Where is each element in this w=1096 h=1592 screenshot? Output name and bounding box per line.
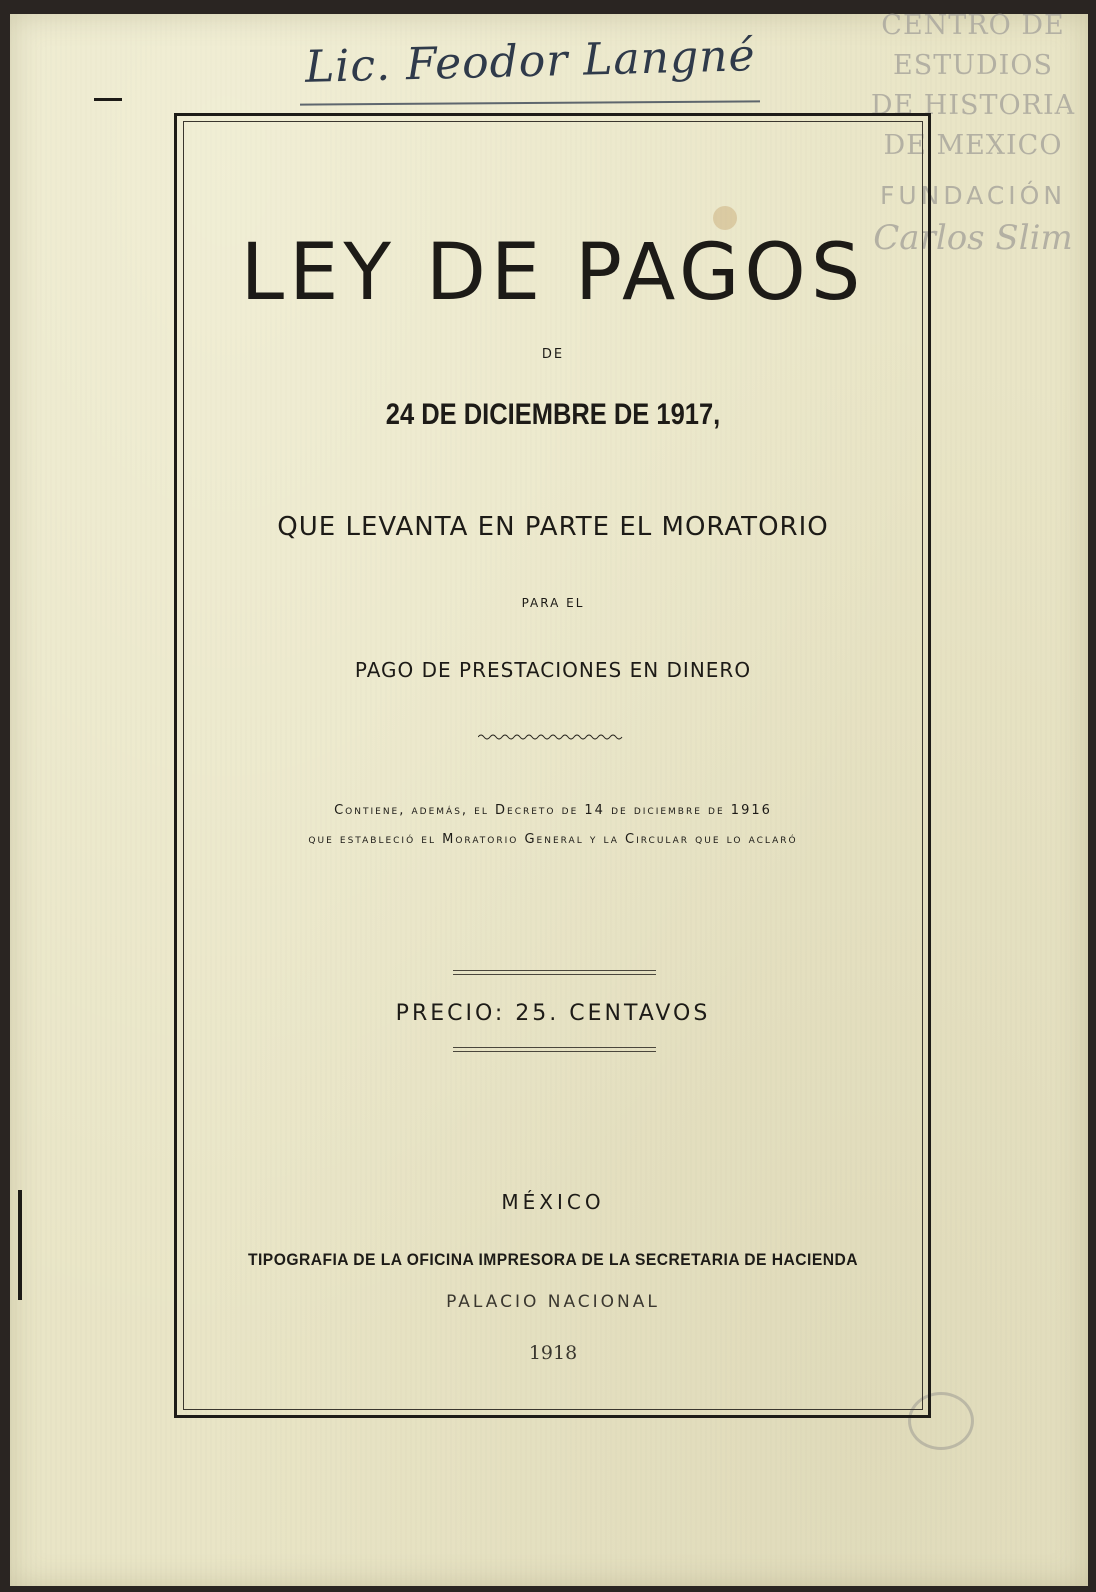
- price-label: PRECIO: 25. CENTAVOS: [395, 1001, 711, 1026]
- contents-note-line-2: que estableció el Moratorio General y la Circular que lo aclaró: [308, 832, 798, 847]
- contents-note-line-1: Contiene, además, el Decreto de 14 de diciembre de 1916: [334, 803, 772, 818]
- stamp-line-4: DE MEXICO: [883, 130, 1063, 161]
- binding-mark: [18, 1190, 22, 1300]
- stamp-foundation: FUNDACIÓN: [879, 181, 1067, 210]
- publication-year: 1918: [528, 1342, 578, 1364]
- publication-city: MÉXICO: [501, 1190, 605, 1214]
- subtitle-pago: PAGO DE PRESTACIONES EN DINERO: [354, 658, 752, 682]
- publication-place: PALACIO NACIONAL: [446, 1292, 660, 1312]
- staple-mark: [94, 98, 122, 101]
- stamp-line-3: DE HISTORIA: [870, 90, 1076, 121]
- wavy-divider: [478, 733, 623, 741]
- handwritten-signature: Lic. Feodor Langné: [304, 30, 757, 93]
- subtitle-moratorio: QUE LEVANTA EN PARTE EL MORATORIO: [277, 512, 829, 542]
- connector-de: DE: [541, 347, 565, 362]
- connector-para-el: PARA EL: [521, 596, 585, 610]
- printer-name: TIPOGRAFIA DE LA OFICINA IMPRESORA DE LA SECRETARIA DE HACIENDA: [247, 1250, 858, 1269]
- document-title: LEY DE PAGOS: [240, 228, 866, 318]
- stamp-line-1: CENTRO DE: [881, 10, 1065, 41]
- stamp-signature: Carlos Slim: [873, 218, 1073, 258]
- price-rule-top: [453, 970, 656, 975]
- price-rule-bottom: [453, 1047, 656, 1052]
- law-date: 24 DE DICIEMBRE DE 1917,: [385, 398, 721, 431]
- stamp-line-2: ESTUDIOS: [893, 50, 1053, 81]
